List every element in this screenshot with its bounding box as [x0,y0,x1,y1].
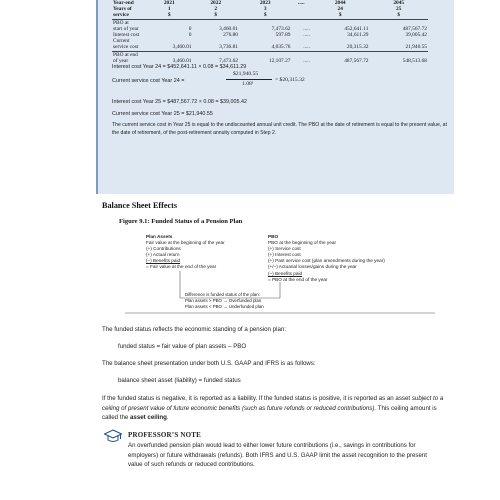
p3-text: If the funded status is negative, it is reported as a liability. If the funded status is positive, it is reported as an asset [102,395,412,402]
plan-assets-benefits-paid: (–) Benefits paid [146,258,181,264]
header-cell: 2044 [334,0,346,6]
plan-assets-heading: Plan Assets [146,234,173,239]
header-cell: 2021 [163,0,175,6]
table-cell [193,19,240,26]
table-cell: 597.89 [275,32,291,39]
plan-assets-line: Fair value at the beginning of the year [146,240,225,246]
header-cell: 25 [396,6,402,13]
interest-cost-year25: Interest cost Year 25 = $487,567.72 × 0.08 = $39,005.42 [112,99,248,105]
table-cell: 3,460.01 [146,44,193,51]
plan-assets-line: (+) Actual return [146,252,180,258]
header-cell: 2023 [259,0,271,6]
header-cell: 3 [263,6,267,13]
table-cell [291,51,310,58]
p3-end: . [166,414,169,422]
table-row [112,51,428,58]
table-cell [239,19,291,26]
header-cell: 2 [214,6,218,13]
plan-assets-end: = Fair value at the end of the year [146,264,217,270]
csc24-denominator: 1.08¹ [242,81,254,87]
plan-assets-line: (+) Contributions [146,246,181,252]
table-cell [291,19,310,26]
table-cell: 20,315.32 [311,44,370,51]
table-cell: 0 [188,25,192,32]
table-cell: 487,567.72 [402,25,427,32]
table-cell: 548,513.68 [402,57,427,64]
formula-balance-sheet: balance sheet asset (liability) = funded status [118,377,241,384]
pbo-line: (+/–) Actuarial losses/gains during the year [268,264,357,270]
pbo-heading: PBO [268,234,279,239]
row-label: service cost [112,44,146,51]
table-cell [311,51,370,58]
header-cell: 24 [337,6,343,13]
table-cell: 39,005.42 [405,32,427,39]
header-cell: $ [146,12,193,19]
header-cell: ..... [297,0,305,6]
section-heading: Balance Sheet Effects [102,201,178,210]
header-row [112,12,428,19]
fraction-bar [226,79,272,80]
table-row [112,44,428,51]
header-cell [291,12,310,19]
professor-note-text: An overfunded pension plan would lead to either lower future contributions (i.e., savings in contributions for employers) or future withdrawals (refunds). Both IFRS and U.S. GAAP limit the asset recognition to the present value of such refunds or reduced contributions. [128,442,427,469]
formula-funded-status: funded status = fair value of plan assets – PBO [118,343,247,350]
header-cell: $ [311,12,370,19]
paragraph-asset-ceiling [102,394,452,423]
table-cell [369,19,428,26]
table-cell: 12,107.27 [268,57,291,64]
header-cell: Year-end [113,0,134,6]
p3-italic: subject to a ceiling of present value of future economic benefits (such as future refunds or reduced contributions). [102,395,444,412]
header-cell: $ [369,12,428,19]
table-cell: 34,611.29 [347,32,369,39]
header-cell: $ [193,12,240,19]
row-label: Current [113,38,130,45]
table-cell: 0 [188,32,192,39]
table-cell: 487,567.72 [344,57,369,64]
table-cell [311,19,370,26]
current-service-cost-year25: Current service cost Year 25 = $21,940.55 [112,111,213,117]
row-label: Interest cost [113,32,140,39]
table-cell [369,51,428,58]
pbo-line: (+) Service cost [268,246,301,252]
table-cell: ..... [291,44,310,51]
pbo-table [112,0,428,64]
table-cell: 7,473.62 [271,25,291,32]
pbo-line: (+) Past service cost (plan amendments during the year) [268,258,385,264]
table-cell: ..... [303,25,310,32]
p3-text: This ceiling amount is called the [102,404,437,422]
cap-top [105,430,122,438]
header-cell: 2045 [393,0,405,6]
example-box [96,0,454,194]
funded-line: Plan assets > PBO → Overfunded plan [185,298,262,304]
paragraph-balance-sheet: The balance sheet presentation under both U.S. GAAP and IFRS is as follows: [102,360,316,367]
pbo-column [268,234,385,283]
asset-ceiling-term: asset ceiling [130,414,167,422]
graduation-cap-icon [104,429,122,443]
table-cell: 3,460.01 [172,57,192,64]
pbo-end: = PBO at the end of the year [268,276,328,282]
table-cell [146,51,193,58]
current-service-cost-year24-label: Current service cost Year 24 = [112,78,185,84]
header-cell: 1 [167,6,171,13]
table-cell [239,51,291,58]
table-cell: ..... [303,57,310,64]
header-cell: 2022 [210,0,222,6]
table-cell: 3,736.81 [193,44,240,51]
csc24-numerator: $21,940.55 [233,71,259,77]
pbo-line: (+) Interest cost [268,252,301,258]
header-cell: Years of [113,6,132,13]
example-note: The current service cost in Year 25 is equal to the undiscounted annual unit credit. The PBO at the date of retirement is equal to the present value, at the date of retirement, of the post-retirement annuity computed in Step 2. [112,122,447,136]
table-row [112,19,428,26]
row-label: start of year [113,25,139,32]
paragraph-funded-status: The funded status reflects the economic standing of a pension plan: [102,326,286,333]
funded-line: Plan assets < PBO → Underfunded plan [185,304,264,310]
header-cell: $ [239,12,291,19]
table-cell: 276.80 [223,32,238,39]
table-cell [193,51,240,58]
table-cell [146,19,193,26]
table-cell: 452,641.11 [344,25,369,32]
row-label: PBO at end [113,51,138,58]
interest-cost-year24: Interest cost Year 24 = $452,641.11 × 0.08 = $34,611.29 [112,64,247,70]
csc24-result: = $20,315.32 [275,77,305,83]
row-label: of year [113,57,129,64]
figure-title: Figure 9.1: Funded Status of a Pension Plan [119,218,243,225]
table-cell: 7,473.62 [219,57,238,64]
funded-status-box [185,292,275,311]
table-cell: 4,035.76 [239,44,291,51]
table-cell: 3,460.01 [219,25,238,32]
funded-line: Difference is funded status of the plan: [185,292,260,297]
professor-note-title: PROFESSOR’S NOTE [128,431,202,439]
pbo-benefits-paid: (–) Benefits paid [268,270,303,276]
table-cell: ..... [303,32,310,39]
plan-assets-column [146,234,225,271]
pbo-line: PBO at the beginning of the year [268,240,337,246]
row-label: PBO at [113,19,129,26]
header-cell: service [112,12,146,19]
table-cell: 21,940.55 [369,44,428,51]
pbo-table-body [112,19,428,64]
